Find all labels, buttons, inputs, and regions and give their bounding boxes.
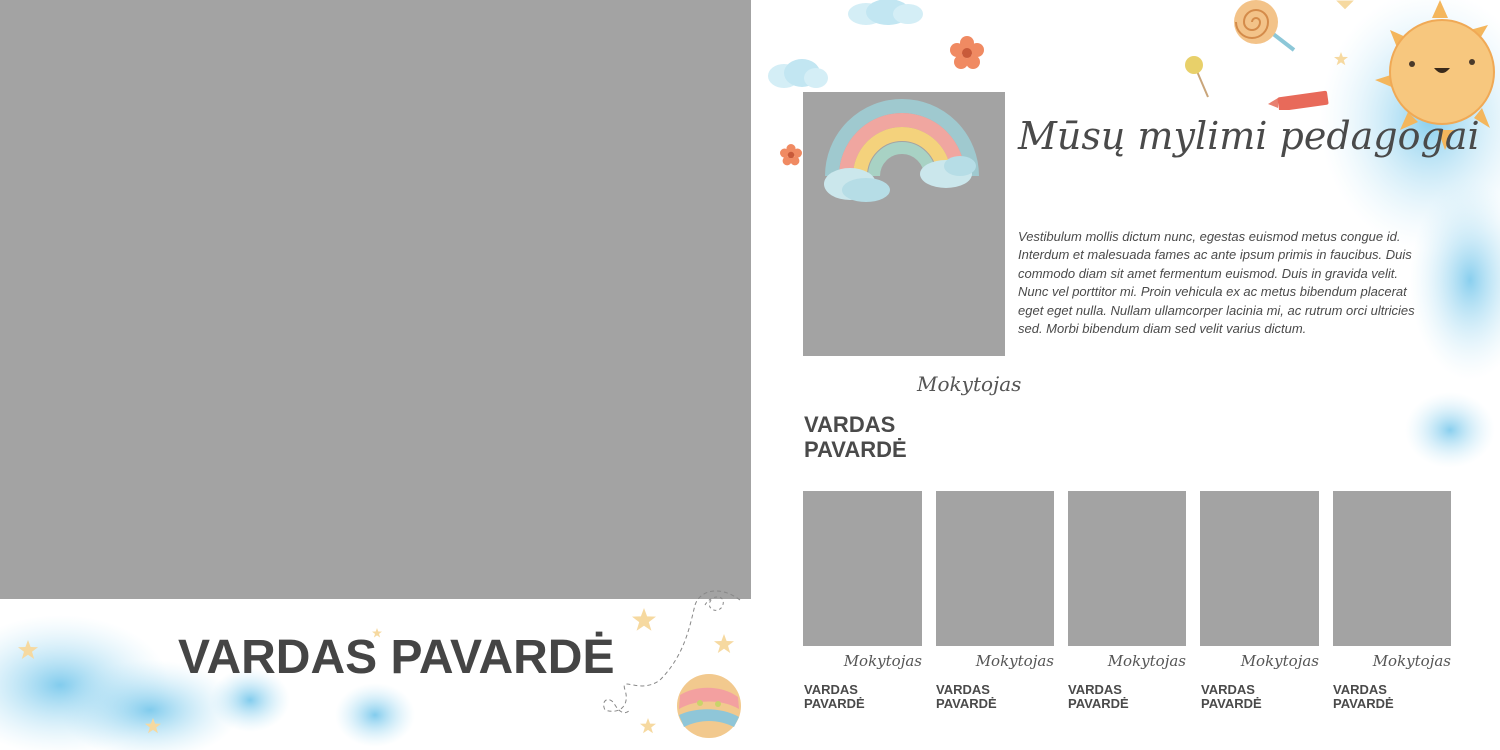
main-teacher-last-name: PAVARDĖ (804, 437, 907, 462)
lollipop-small-icon (1184, 55, 1214, 100)
teacher-photo-placeholder[interactable] (1200, 491, 1319, 646)
teacher-role: Mokytojas (843, 652, 922, 670)
teacher-name (804, 683, 865, 711)
cloud-icon (846, 0, 924, 26)
star-icon (145, 718, 161, 734)
left-photo-placeholder[interactable] (0, 0, 751, 599)
left-name-heading: VARDAS PAVARDĖ (178, 631, 615, 684)
star-icon (1334, 52, 1348, 66)
main-teacher-role: Mokytojas (917, 372, 1022, 396)
star-icon (1334, 0, 1356, 12)
teacher-photo-placeholder[interactable] (803, 491, 922, 646)
main-teacher-first-name: VARDAS (804, 412, 896, 437)
teacher-last-name: PAVARDĖ (804, 696, 865, 711)
teacher-name (936, 683, 997, 711)
teacher-name (1201, 683, 1262, 711)
main-teacher-name (804, 412, 907, 462)
teacher-last-name: PAVARDĖ (1068, 696, 1129, 711)
cloud-icon (766, 56, 828, 92)
teacher-role: Mokytojas (975, 652, 1054, 670)
teacher-role: Mokytojas (1240, 652, 1319, 670)
teacher-photo-placeholder[interactable] (1333, 491, 1451, 646)
section-body-text: Vestibulum mollis dictum nunc, egestas euismod metus congue id. Interdum et malesuada fames ac ante ipsum primis in faucibus. Duis commodo diam sit amet fermentum euismod. Duis in gravida velit. Nunc vel porttitor mi. Proin vehicula ex ac metus bibendum placerat eget eget nulla. Nullam ullamcorper lacinia mi, ac rutrum orci ultricies sed. Morbi bibendum diam sed velit varius dictum. (1018, 229, 1415, 337)
lollipop-icon (1230, 0, 1300, 55)
teacher-name (1068, 683, 1129, 711)
teacher-role: Mokytojas (1372, 652, 1451, 670)
teacher-role: Mokytojas (1107, 652, 1186, 670)
teacher-last-name: PAVARDĖ (936, 696, 997, 711)
section-title: Mūsų mylimi pedagogai (1018, 114, 1480, 158)
teacher-first-name: VARDAS (1068, 682, 1122, 697)
teacher-first-name: VARDAS (936, 682, 990, 697)
teacher-last-name: PAVARDĖ (1201, 696, 1262, 711)
ball-icon (676, 673, 742, 739)
star-icon (18, 640, 38, 660)
teacher-photo-placeholder[interactable] (936, 491, 1054, 646)
teacher-photo-placeholder[interactable] (1068, 491, 1186, 646)
crayon-icon (1268, 88, 1330, 110)
teacher-first-name: VARDAS (1333, 682, 1387, 697)
teacher-last-name: PAVARDĖ (1333, 696, 1394, 711)
flower-icon (950, 36, 984, 70)
teacher-first-name: VARDAS (804, 682, 858, 697)
teacher-name (1333, 683, 1394, 711)
flower-icon (780, 144, 802, 166)
rainbow-icon (820, 88, 980, 206)
teacher-first-name: VARDAS (1201, 682, 1255, 697)
